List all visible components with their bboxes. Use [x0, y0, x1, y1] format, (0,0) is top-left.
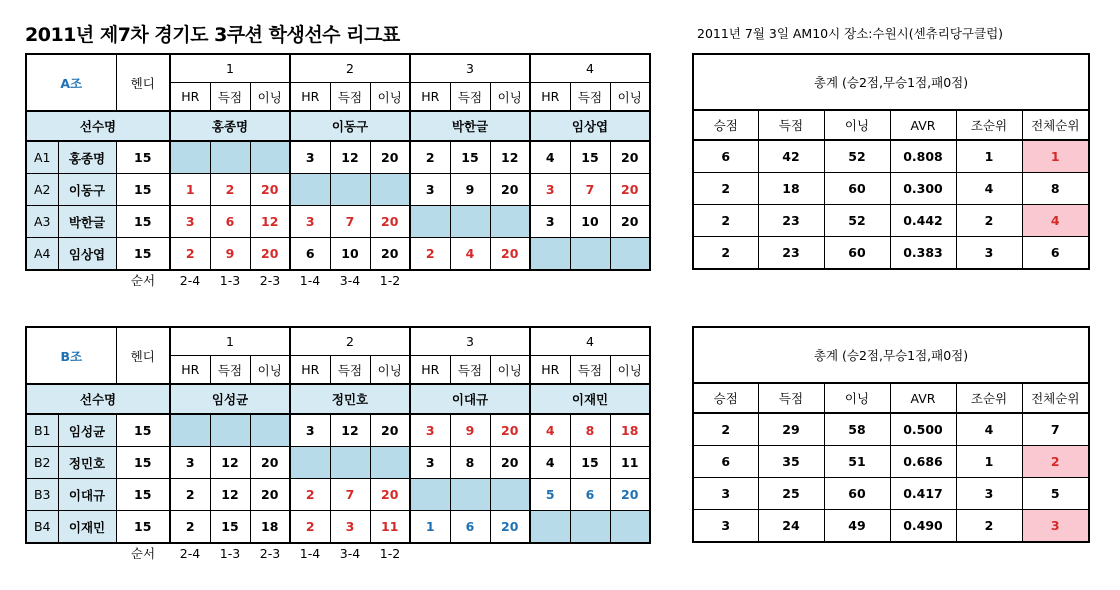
- match-score-cell: 20: [610, 174, 650, 206]
- sub-header: 득점: [330, 356, 370, 385]
- sub-header: 득점: [330, 83, 370, 112]
- overall-rank: 7: [1022, 413, 1089, 446]
- match-score-cell: 6: [210, 206, 250, 238]
- stat-value: 0.300: [890, 173, 956, 205]
- match-score-cell: 7: [330, 206, 370, 238]
- self-match-cell: [170, 414, 210, 447]
- spacer: [26, 270, 116, 289]
- match-score-cell: 15: [570, 141, 610, 174]
- spacer: [610, 270, 650, 289]
- match-score-cell: 10: [330, 238, 370, 271]
- stats-col-header: 승점: [693, 110, 758, 140]
- sub-header: 득점: [210, 83, 250, 112]
- opponent-number: 3: [410, 327, 530, 356]
- stat-value: 52: [824, 140, 890, 173]
- self-match-cell: [210, 141, 250, 174]
- self-match-cell: [370, 174, 410, 206]
- match-score-cell: 15: [570, 447, 610, 479]
- sub-header: HR: [170, 83, 210, 112]
- player-handicap: 15: [116, 238, 170, 271]
- spacer: [530, 270, 570, 289]
- match-score-cell: 20: [250, 447, 290, 479]
- overall-rank: 4: [1022, 205, 1089, 237]
- match-score-cell: 12: [210, 447, 250, 479]
- opponent-name: 임상엽: [530, 111, 650, 141]
- match-score-cell: 6: [570, 479, 610, 511]
- match-score-cell: 20: [370, 206, 410, 238]
- opponent-number: 1: [170, 54, 290, 83]
- order-label: 순서: [130, 273, 156, 288]
- match-score-cell: 2: [290, 479, 330, 511]
- match-score-cell: 4: [530, 447, 570, 479]
- match-score-cell: 4: [530, 414, 570, 447]
- sub-header: 이닝: [610, 356, 650, 385]
- sub-header: HR: [290, 356, 330, 385]
- self-match-cell: [490, 206, 530, 238]
- order-value: 3-4: [339, 272, 361, 288]
- match-score-cell: 18: [250, 511, 290, 544]
- match-score-cell: 4: [530, 141, 570, 174]
- match-score-cell: 20: [610, 206, 650, 238]
- sub-header: 이닝: [250, 356, 290, 385]
- player-name: 이대규: [58, 479, 116, 511]
- sub-header: HR: [530, 83, 570, 112]
- match-score-cell: 12: [250, 206, 290, 238]
- match-score-cell: 3: [170, 447, 210, 479]
- self-match-cell: [530, 511, 570, 544]
- player-handicap: 15: [116, 206, 170, 238]
- match-score-cell: 3: [410, 447, 450, 479]
- match-score-cell: 10: [570, 206, 610, 238]
- player-id: B1: [26, 414, 58, 447]
- stat-value: 58: [824, 413, 890, 446]
- match-score-cell: 3: [530, 174, 570, 206]
- self-match-cell: [290, 447, 330, 479]
- player-name-header: 선수명: [26, 111, 170, 141]
- match-score-cell: 15: [210, 511, 250, 544]
- match-score-cell: 9: [210, 238, 250, 271]
- match-score-cell: 2: [170, 511, 210, 544]
- player-name: 홍종명: [58, 141, 116, 174]
- player-id: B3: [26, 479, 58, 511]
- player-name: 임상엽: [58, 238, 116, 271]
- match-score-cell: 3: [410, 414, 450, 447]
- match-score-cell: 3: [530, 206, 570, 238]
- stat-value: 2: [956, 510, 1022, 543]
- match-score-cell: 2: [410, 238, 450, 271]
- order-label: 순서: [130, 546, 156, 561]
- opponent-name: 박한글: [410, 111, 530, 141]
- spacer: [450, 270, 490, 289]
- match-score-cell: 2: [290, 511, 330, 544]
- match-score-cell: 3: [170, 206, 210, 238]
- match-score-cell: 20: [250, 479, 290, 511]
- self-match-cell: [370, 447, 410, 479]
- match-score-cell: 11: [370, 511, 410, 544]
- stat-value: 6: [693, 446, 758, 478]
- match-score-cell: 20: [490, 174, 530, 206]
- self-match-cell: [610, 511, 650, 544]
- opponent-number: 3: [410, 54, 530, 83]
- stat-value: 2: [693, 173, 758, 205]
- match-score-cell: 20: [490, 414, 530, 447]
- event-info: 2011년 7월 3일 AM10시 장소:수원시(센츄리당구클럽): [697, 26, 1004, 41]
- opponent-number: 1: [170, 327, 290, 356]
- match-score-cell: 12: [490, 141, 530, 174]
- opponent-name: 이대규: [410, 384, 530, 414]
- self-match-cell: [530, 238, 570, 271]
- player-handicap: 15: [116, 174, 170, 206]
- self-match-cell: [450, 206, 490, 238]
- stats-col-header: 득점: [758, 110, 824, 140]
- stat-value: 4: [956, 413, 1022, 446]
- player-id: A4: [26, 238, 58, 271]
- match-score-cell: 20: [370, 414, 410, 447]
- stat-value: 2: [693, 237, 758, 270]
- opponent-name: 이재민: [530, 384, 650, 414]
- stat-value: 52: [824, 205, 890, 237]
- player-name: 이동구: [58, 174, 116, 206]
- match-score-cell: 5: [530, 479, 570, 511]
- match-score-cell: 3: [330, 511, 370, 544]
- match-score-cell: 1: [170, 174, 210, 206]
- stat-value: 42: [758, 140, 824, 173]
- stat-value: 60: [824, 478, 890, 510]
- stats-table-0: [692, 53, 1090, 270]
- opponent-name: 임성균: [170, 384, 290, 414]
- player-id: B2: [26, 447, 58, 479]
- player-id: A1: [26, 141, 58, 174]
- match-score-cell: 20: [370, 238, 410, 271]
- stat-value: 0.417: [890, 478, 956, 510]
- stats-title: 총계 (승2점,무승1점,패0점): [693, 54, 1089, 110]
- opponent-name: 홍종명: [170, 111, 290, 141]
- match-score-cell: 3: [290, 414, 330, 447]
- stat-value: 23: [758, 237, 824, 270]
- order-value: 2-3: [259, 272, 281, 288]
- match-score-cell: 6: [450, 511, 490, 544]
- stat-value: 29: [758, 413, 824, 446]
- match-score-cell: 2: [170, 479, 210, 511]
- sub-header: 득점: [570, 83, 610, 112]
- stat-value: 2: [693, 413, 758, 446]
- self-match-cell: [450, 479, 490, 511]
- sub-header: 이닝: [610, 83, 650, 112]
- spacer: [530, 543, 570, 562]
- opponent-number: 2: [290, 54, 410, 83]
- stat-value: 2: [693, 205, 758, 237]
- sub-header: 득점: [450, 356, 490, 385]
- order-value: 3-4: [339, 545, 361, 561]
- player-id: B4: [26, 511, 58, 544]
- sub-header: 이닝: [250, 83, 290, 112]
- match-score-cell: 15: [450, 141, 490, 174]
- stat-value: 3: [693, 478, 758, 510]
- match-score-cell: 20: [610, 141, 650, 174]
- spacer: [410, 270, 450, 289]
- player-name: 임성균: [58, 414, 116, 447]
- stat-value: 0.500: [890, 413, 956, 446]
- match-score-cell: 11: [610, 447, 650, 479]
- match-score-cell: 12: [330, 141, 370, 174]
- league-table-1: [25, 326, 651, 562]
- spacer: [490, 543, 530, 562]
- stat-value: 23: [758, 205, 824, 237]
- stats-col-header: 전체순위: [1022, 383, 1089, 413]
- spacer: [410, 543, 450, 562]
- stats-col-header: 조순위: [956, 383, 1022, 413]
- self-match-cell: [330, 447, 370, 479]
- stat-value: 6: [693, 140, 758, 173]
- stat-value: 35: [758, 446, 824, 478]
- stats-col-header: 득점: [758, 383, 824, 413]
- stat-value: 2: [956, 205, 1022, 237]
- match-score-cell: 20: [490, 511, 530, 544]
- match-score-cell: 18: [610, 414, 650, 447]
- stats-col-header: 승점: [693, 383, 758, 413]
- page-title: 2011년 제7차 경기도 3쿠션 학생선수 리그표: [25, 24, 400, 46]
- stat-value: 3: [693, 510, 758, 543]
- match-score-cell: 20: [610, 479, 650, 511]
- match-score-cell: 1: [410, 511, 450, 544]
- opponent-number: 4: [530, 54, 650, 83]
- order-value: 1-2: [379, 545, 401, 561]
- sub-header: 이닝: [370, 83, 410, 112]
- match-score-cell: 8: [450, 447, 490, 479]
- player-name: 이재민: [58, 511, 116, 544]
- match-score-cell: 2: [410, 141, 450, 174]
- self-match-cell: [570, 511, 610, 544]
- match-score-cell: 12: [210, 479, 250, 511]
- order-value: 1-3: [219, 545, 241, 561]
- opponent-number: 4: [530, 327, 650, 356]
- sub-header: HR: [170, 356, 210, 385]
- player-handicap: 15: [116, 141, 170, 174]
- sub-header: HR: [410, 83, 450, 112]
- sub-header: 득점: [570, 356, 610, 385]
- self-match-cell: [410, 206, 450, 238]
- stat-value: 60: [824, 173, 890, 205]
- match-score-cell: 8: [570, 414, 610, 447]
- stats-col-header: 이닝: [824, 383, 890, 413]
- self-match-cell: [250, 141, 290, 174]
- stat-value: 1: [956, 446, 1022, 478]
- stat-value: 25: [758, 478, 824, 510]
- player-handicap: 15: [116, 479, 170, 511]
- stat-value: 24: [758, 510, 824, 543]
- sub-header: 이닝: [370, 356, 410, 385]
- stat-value: 0.442: [890, 205, 956, 237]
- player-name: 박한글: [58, 206, 116, 238]
- spacer: [450, 543, 490, 562]
- stats-col-header: 전체순위: [1022, 110, 1089, 140]
- stats-title: 총계 (승2점,무승1점,패0점): [693, 327, 1089, 383]
- handicap-header: 헨디: [116, 327, 170, 384]
- stat-value: 60: [824, 237, 890, 270]
- stat-value: 51: [824, 446, 890, 478]
- match-score-cell: 20: [370, 141, 410, 174]
- overall-rank: 5: [1022, 478, 1089, 510]
- match-score-cell: 4: [450, 238, 490, 271]
- stats-col-header: 조순위: [956, 110, 1022, 140]
- order-value: 1-3: [219, 272, 241, 288]
- stats-table-1: [692, 326, 1090, 543]
- match-score-cell: 3: [290, 206, 330, 238]
- sub-header: 이닝: [490, 356, 530, 385]
- order-value: 1-4: [299, 545, 321, 561]
- self-match-cell: [410, 479, 450, 511]
- stats-col-header: 이닝: [824, 110, 890, 140]
- sub-header: 득점: [450, 83, 490, 112]
- self-match-cell: [250, 414, 290, 447]
- match-score-cell: 9: [450, 174, 490, 206]
- stat-value: 18: [758, 173, 824, 205]
- match-score-cell: 3: [290, 141, 330, 174]
- spacer: [570, 270, 610, 289]
- match-score-cell: 7: [330, 479, 370, 511]
- sub-header: HR: [530, 356, 570, 385]
- sub-header: 이닝: [490, 83, 530, 112]
- player-name-header: 선수명: [26, 384, 170, 414]
- order-value: 1-2: [379, 272, 401, 288]
- stat-value: 4: [956, 173, 1022, 205]
- self-match-cell: [330, 174, 370, 206]
- stats-col-header: AVR: [890, 383, 956, 413]
- match-score-cell: 20: [250, 238, 290, 271]
- stat-value: 0.808: [890, 140, 956, 173]
- self-match-cell: [210, 414, 250, 447]
- sub-header: 득점: [210, 356, 250, 385]
- overall-rank: 6: [1022, 237, 1089, 270]
- stat-value: 0.490: [890, 510, 956, 543]
- self-match-cell: [170, 141, 210, 174]
- match-score-cell: 12: [330, 414, 370, 447]
- stat-value: 3: [956, 478, 1022, 510]
- match-score-cell: 20: [490, 238, 530, 271]
- sub-header: HR: [410, 356, 450, 385]
- opponent-name: 이동구: [290, 111, 410, 141]
- spacer: [610, 543, 650, 562]
- handicap-header: 헨디: [116, 54, 170, 111]
- spacer: [26, 543, 116, 562]
- match-score-cell: 3: [410, 174, 450, 206]
- match-score-cell: 9: [450, 414, 490, 447]
- order-value: 2-4: [179, 545, 201, 561]
- self-match-cell: [290, 174, 330, 206]
- league-table-0: [25, 53, 651, 289]
- player-handicap: 15: [116, 447, 170, 479]
- sub-header: HR: [290, 83, 330, 112]
- opponent-name: 정민호: [290, 384, 410, 414]
- match-score-cell: 2: [170, 238, 210, 271]
- stat-value: 3: [956, 237, 1022, 270]
- match-score-cell: 20: [250, 174, 290, 206]
- overall-rank: 1: [1022, 140, 1089, 173]
- stat-value: 0.383: [890, 237, 956, 270]
- group-name: B조: [26, 327, 116, 384]
- opponent-number: 2: [290, 327, 410, 356]
- match-score-cell: 7: [570, 174, 610, 206]
- player-id: A3: [26, 206, 58, 238]
- player-handicap: 15: [116, 414, 170, 447]
- order-value: 2-4: [179, 272, 201, 288]
- overall-rank: 3: [1022, 510, 1089, 543]
- overall-rank: 2: [1022, 446, 1089, 478]
- stat-value: 0.686: [890, 446, 956, 478]
- match-score-cell: 6: [290, 238, 330, 271]
- stats-col-header: AVR: [890, 110, 956, 140]
- group-name: A조: [26, 54, 116, 111]
- order-value: 2-3: [259, 545, 281, 561]
- overall-rank: 8: [1022, 173, 1089, 205]
- player-id: A2: [26, 174, 58, 206]
- order-value: 1-4: [299, 272, 321, 288]
- stat-value: 49: [824, 510, 890, 543]
- self-match-cell: [570, 238, 610, 271]
- player-handicap: 15: [116, 511, 170, 544]
- self-match-cell: [490, 479, 530, 511]
- spacer: [490, 270, 530, 289]
- match-score-cell: 20: [490, 447, 530, 479]
- player-name: 정민호: [58, 447, 116, 479]
- self-match-cell: [610, 238, 650, 271]
- match-score-cell: 20: [370, 479, 410, 511]
- stat-value: 1: [956, 140, 1022, 173]
- match-score-cell: 2: [210, 174, 250, 206]
- spacer: [570, 543, 610, 562]
